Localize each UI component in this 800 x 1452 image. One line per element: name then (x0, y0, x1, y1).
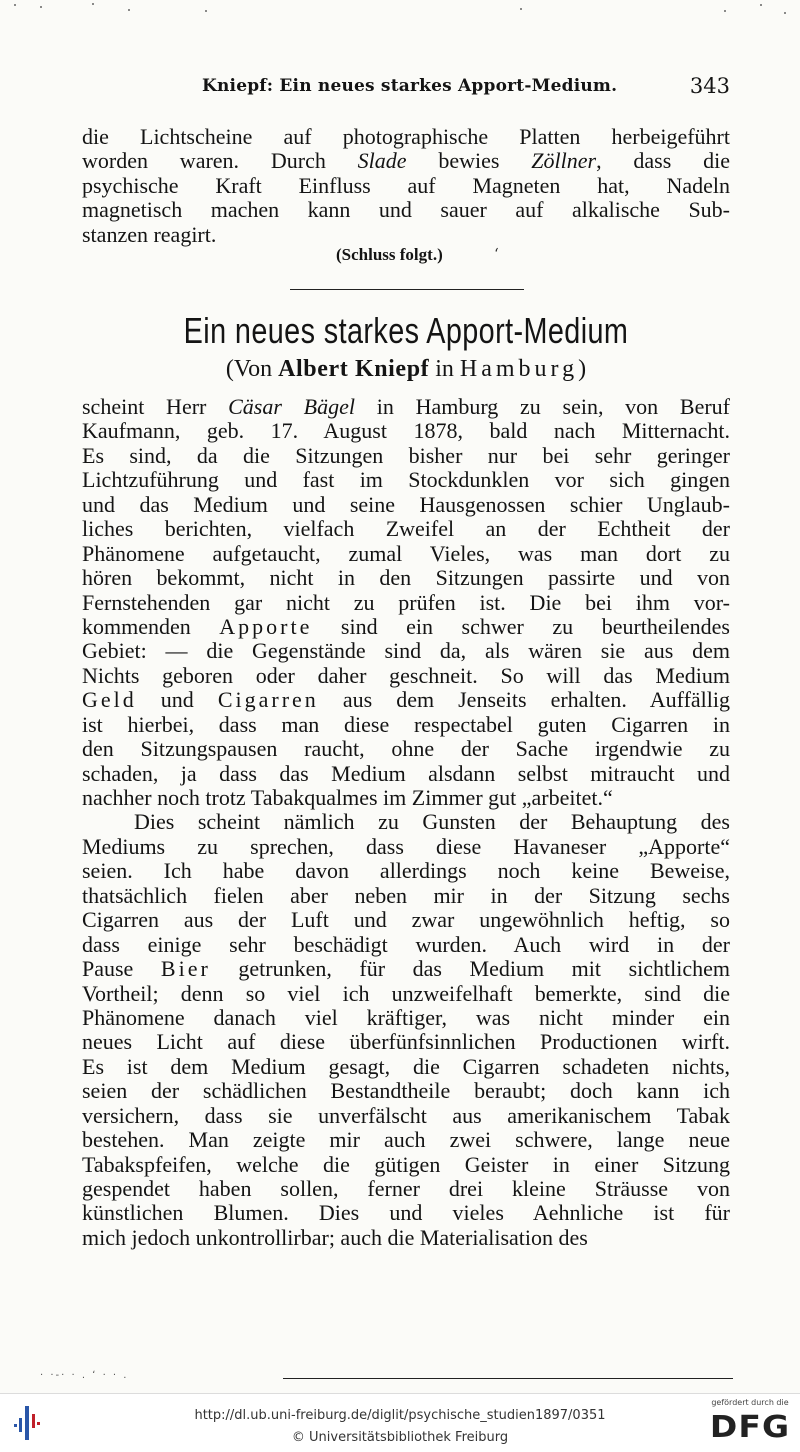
byline-in: in (435, 356, 454, 382)
ink-mark: ʻ (494, 245, 499, 263)
text-line: Lichtzuführung und fast im Stockdunklen vor sich gingen (82, 467, 730, 493)
emphasized-word: Slade (357, 148, 407, 174)
emphasized-word: Apporte (219, 613, 313, 639)
text-line: gespendet haben sollen, ferner drei kleine Sträusse von (82, 1176, 730, 1201)
text-line: Kaufmann, geb. 17. August 1878, bald nach Mitternacht. (82, 418, 730, 444)
text-line: worden waren. Durch Slade bewies Zöllner, dass die (82, 148, 731, 174)
text-line: stanzen reagirt. (82, 221, 217, 247)
emphasized-word: Bier (160, 956, 211, 982)
scan-specks (0, 0, 800, 20)
byline (0, 356, 800, 383)
running-head (82, 72, 730, 106)
article-body (82, 395, 730, 1250)
text-line: seien. Ich habe davon allerdings noch keine Beweise, (82, 858, 730, 884)
text-line: künstlichen Blumen. Dies und vieles Aehnliche ist für (82, 1200, 730, 1226)
text-line: und das Medium und seine Hausgenossen schier Unglaub- (82, 491, 730, 517)
text-line: kommenden Apporte sind ein schwer zu beurtheilendes (82, 613, 730, 639)
text-line: Vortheil; denn so viel ich unzweifelhaft bemerkte, sind die (82, 980, 730, 1006)
dfg-logo (705, 1398, 795, 1448)
emphasized-word: Cigarren (217, 687, 319, 713)
text-line: Dies scheint nämlich zu Gunsten der Behauptung des (134, 809, 730, 835)
text-line: Mediums zu sprechen, dass diese Havaneser „Apporte“ (82, 833, 730, 859)
funder-name: DFG (709, 1410, 791, 1445)
text-line: mich jedoch unkontrollirbar; auch die Materialisation des (82, 1224, 588, 1250)
text-line: Geld und Cigarren aus dem Jenseits erhalten. Auffällig (82, 687, 730, 713)
text-line: Nichts geboren oder daher geschneit. So will das Medium (82, 662, 730, 688)
text-line: thatsächlich fielen aber neben mir in der Sitzung sechs (82, 882, 730, 908)
byline-close: ) (578, 356, 587, 382)
previous-article-ending (82, 125, 730, 247)
text-line: liches berichten, vielfach Zweifel an der Echtheit der (82, 516, 730, 542)
text-line: die Lichtscheine auf photographische Platten herbeigeführt (82, 124, 730, 149)
text-line: schaden, ja dass das Medium alsdann selbst mitraucht und (82, 760, 730, 786)
digitization-footer (0, 1393, 800, 1452)
text-line: versichern, dass sie unverfälscht aus amerikanischem Tabak (82, 1102, 730, 1128)
text-line: dass einige sehr beschädigt wurden. Auch wird in der (82, 931, 730, 957)
emphasized-word: Zöllner (531, 148, 597, 174)
emphasized-word: Geld (82, 687, 137, 713)
text-line: nachher noch trotz Tabakqualmes im Zimmer gut „arbeitet.“ (82, 785, 613, 810)
author-place: Hamburg (459, 356, 579, 382)
bottom-rule (283, 1378, 733, 1379)
copyright-notice: © Universitätsbibliothek Freiburg (291, 1430, 509, 1445)
byline-open: (Von (225, 356, 273, 382)
text-line: psychische Kraft Einfluss auf Magneten hat, Nadeln (82, 172, 730, 198)
running-title: Kniepf: Ein neues starkes Apport-Medium. (202, 76, 618, 96)
article-title: Ein neues starkes Apport-Medium (183, 310, 629, 351)
page-number: 343 (689, 74, 730, 98)
text-line: Fernstehenden gar nicht zu prüfen ist. Die bei ihm vor- (82, 589, 730, 615)
section-divider (290, 289, 524, 290)
text-line: ist hierbei, dass man diese respectabel guten Cigarren in (82, 711, 730, 737)
text-line: den Sitzungspausen raucht, ohne der Sache irgendwie zu (82, 736, 730, 762)
source-url[interactable]: http://dl.ub.uni-freiburg.de/diglit/psychische_studien1897/0351 (194, 1408, 606, 1423)
author-name: Albert Kniepf (278, 356, 430, 382)
text-line: Es sind, da die Sitzungen bisher nur bei sehr geringer (82, 442, 730, 468)
text-line: Phänomene aufgetaucht, zumal Vieles, was man dort zu (82, 540, 730, 566)
text-line: Gebiet: — die Gegenstände sind da, als wären sie aus dem (82, 638, 730, 664)
text-line: scheint Herr Cäsar Bägel in Hamburg zu sein, von Beruf (82, 394, 731, 419)
text-line: neues Licht auf diese überfünfsinnlichen Productionen wirft. (82, 1029, 730, 1055)
text-line: Cigarren aus der Luft und zwar ungewöhnlich heftig, so (82, 907, 730, 933)
text-line: hören bekommt, nicht in den Sitzungen passirte und von (82, 565, 730, 591)
text-line: seien der schädlichen Bestandtheile beraubt; doch kann ich (82, 1078, 730, 1104)
text-line: bestehen. Man zeigte mir auch zwei schwere, lange neue (82, 1127, 730, 1153)
text-line: magnetisch machen kann und sauer auf alkalische Sub- (82, 197, 730, 223)
text-line: Phänomene danach viel kräftiger, was nicht minder ein (82, 1004, 730, 1030)
text-line: Pause Bier getrunken, für das Medium mit sichtlichem (82, 956, 730, 982)
scan-specks: · ·‑· · . ʻ · · . (40, 1370, 129, 1381)
text-line: Tabakspfeifen, welche die gütigen Geister in einer Sitzung (82, 1151, 730, 1177)
emphasized-word: Cäsar (228, 394, 282, 419)
emphasized-word: Bägel (303, 394, 355, 419)
text-line: Es ist dem Medium gesagt, die Cigarren schadeten nichts, (82, 1053, 730, 1079)
continuation-note: (Schluss folgt.) (336, 245, 443, 264)
funding-caption: gefördert durch die (711, 1398, 789, 1407)
